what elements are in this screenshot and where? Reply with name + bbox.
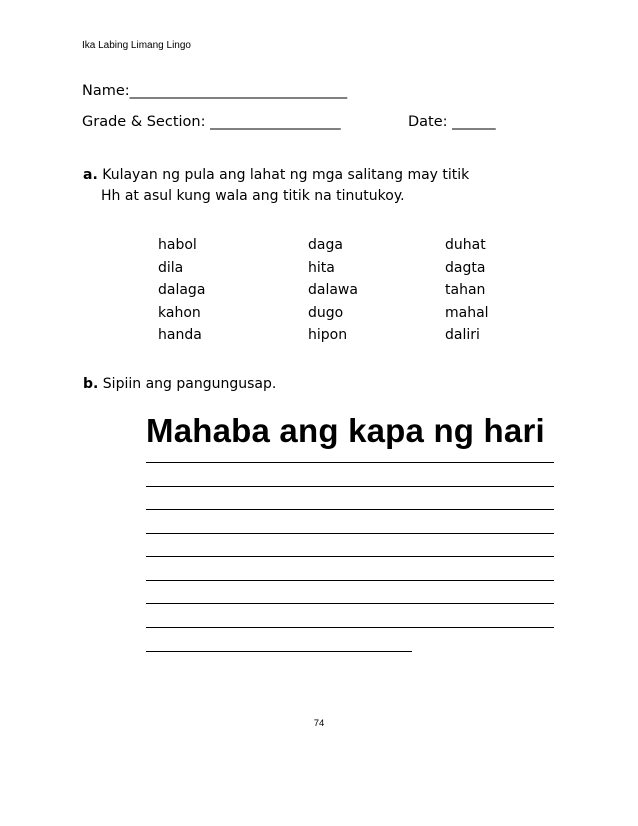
word-item: daliri [445, 327, 480, 343]
word-column-3 [445, 234, 489, 347]
writing-line[interactable] [146, 651, 412, 652]
section-b-instruction [83, 374, 276, 395]
writing-line[interactable] [146, 533, 554, 534]
writing-line[interactable] [146, 580, 554, 581]
word-item: dalawa [308, 282, 358, 298]
word-item: hita [308, 259, 335, 276]
word-item: habol [158, 237, 197, 253]
writing-line[interactable] [146, 486, 554, 487]
section-a-instruction-line2: Hh at asul kung wala ang titik na tinutukoy. [101, 188, 405, 204]
word-item: dugo [308, 304, 344, 321]
word-column-1 [158, 234, 205, 347]
copy-sentence: Mahaba ang kapa ng hari [146, 412, 545, 449]
word-item: dagta [445, 259, 486, 276]
section-b-instruction-text: Sipiin ang pangungusap. [102, 376, 277, 392]
word-item: hipon [308, 327, 348, 343]
page-number: 74 [313, 718, 325, 729]
writing-line[interactable] [146, 462, 554, 463]
word-item: duhat [445, 237, 486, 253]
date-field: Date: ______ [408, 114, 496, 130]
word-item: handa [158, 327, 202, 343]
section-a-instruction [83, 165, 469, 207]
writing-line[interactable] [146, 627, 554, 628]
word-column-2 [308, 234, 358, 347]
writing-line[interactable] [146, 509, 554, 510]
word-item: dalaga [158, 282, 206, 298]
page-header: Ika Labing Limang Lingo [82, 40, 191, 51]
word-item: tahan [445, 282, 486, 298]
word-item: dila [158, 259, 184, 276]
word-item: mahal [445, 304, 489, 321]
section-a-label: a. [83, 167, 98, 183]
word-item: daga [308, 237, 343, 253]
grade-section-field: Grade & Section: __________________ [82, 114, 341, 130]
section-a-instruction-line1: Kulayan ng pula ang lahat ng mga salitang may titik [102, 167, 470, 183]
section-b-label: b. [83, 376, 99, 392]
writing-line[interactable] [146, 603, 554, 604]
writing-line[interactable] [146, 556, 554, 557]
name-field: Name:______________________________ [82, 83, 348, 99]
word-item: kahon [158, 304, 201, 321]
